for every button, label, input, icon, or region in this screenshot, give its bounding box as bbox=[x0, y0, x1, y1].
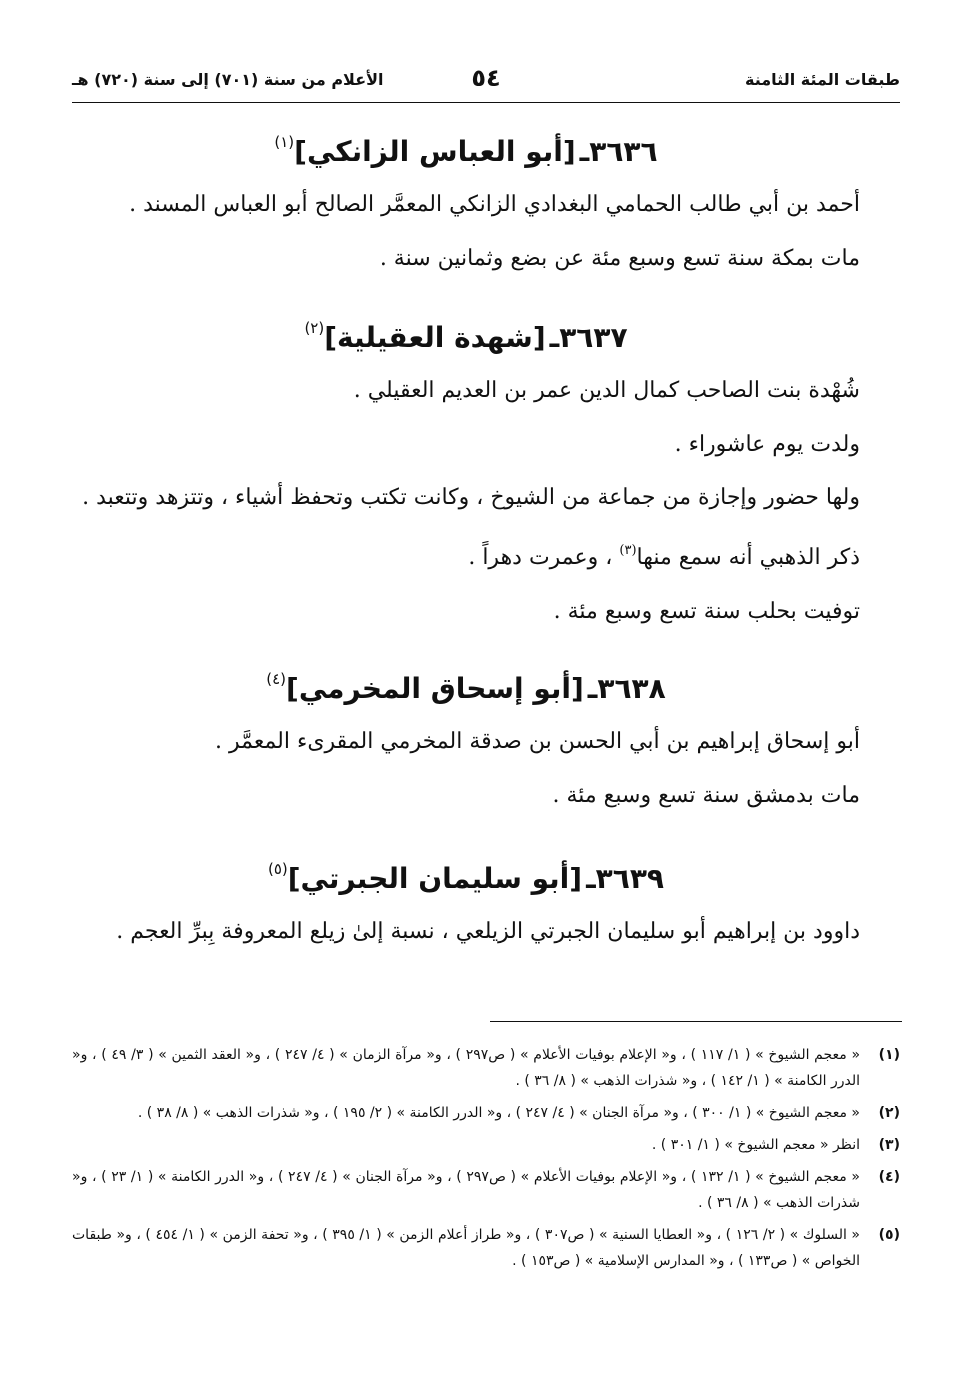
entry-paragraph: داوود بن إبراهيم أبو سليمان الجبرتي الزيلعي ، نسبة إلىٰ زيلع المعروفة بِبرِّ العجم . bbox=[116, 919, 860, 944]
paragraph-text: ذكر الذهبي أنه سمع منها bbox=[636, 545, 860, 570]
header-divider bbox=[72, 102, 900, 103]
footnote-number: (٤) bbox=[878, 1169, 900, 1185]
entry-heading bbox=[72, 849, 860, 899]
entry-title: [أبو إسحاق المخرمي] bbox=[286, 672, 584, 705]
entry-title: [شهدة العقيلية] bbox=[324, 321, 546, 354]
entry-paragraph: أحمد بن أبي طالب الحمامي البغدادي الزانكي المعمَّر الصالح أبو العباس المسند . bbox=[129, 192, 860, 217]
entry-3639 bbox=[72, 849, 860, 959]
entry-heading bbox=[72, 122, 860, 172]
footnote-text: « معجم الشيوخ » ( ١/ ١١٧ ) ، و« الإعلام بوفيات الأعلام » ( ص٢٩٧ ) ، و« مرآة الزمان » ( ٤/ ٢٤٧ ) ، و« العقد الثمين » ( ٣/ ٤٩ ) ، و« الدرر الكامنة » ( ١/ ١٤٢ ) ، و« شذرات الذهب » ( ٨/ ٣٦ ) . bbox=[72, 1047, 861, 1089]
entry-paragraph: أبو إسحاق إبراهيم بن أبي الحسن بن صدقة المخرمي المقرىء المعمَّر . bbox=[214, 729, 860, 754]
footnote bbox=[72, 1042, 900, 1094]
entry-paragraph: ولها حضور وإجازة من جماعة من الشيوخ ، وكانت تكتب وتحفظ أشياء ، وتتزهد وتتعبد . bbox=[82, 485, 860, 510]
footnote bbox=[72, 1164, 900, 1216]
footnote-text: انظر « معجم الشيوخ » ( ١/ ٣٠١ ) . bbox=[651, 1137, 860, 1153]
footnote-ref: (١) bbox=[274, 133, 295, 151]
entry-heading bbox=[72, 659, 860, 709]
footnote-text: « معجم الشيوخ » ( ١/ ٣٠٠ ) ، و« مرآة الجنان » ( ٤/ ٢٤٧ ) ، و« الدرر الكامنة » ( ٢/ ١٩٥ ) ، و« شذرات الذهب » ( ٨/ ٣٨ ) . bbox=[137, 1105, 860, 1121]
footnote-text: « معجم الشيوخ » ( ١/ ١٣٢ ) ، و« الإعلام بوفيات الأعلام » ( ص٢٩٧ ) ، و« مرآة الجنان » ( ٤/ ٢٤٧ ) ، و« الدرر الكامنة » ( ١/ ٢٣ ) ، و« شذرات الذهب » ( ٨/ ٣٦ ) . bbox=[72, 1169, 860, 1211]
entry-paragraph: مات بدمشق سنة تسع وسبع مئة . bbox=[552, 783, 860, 808]
footnotes bbox=[72, 1042, 900, 1280]
paragraph-text: ، وعمرت دهراً . bbox=[468, 545, 620, 570]
footnote-number: (٥) bbox=[878, 1227, 900, 1243]
footnote bbox=[72, 1132, 900, 1158]
entry-paragraph: شُهْدة بنت الصاحب كمال الدين عمر بن العديم العقيلي . bbox=[353, 378, 860, 403]
entry-number: ٣٦٣٧ـ bbox=[549, 321, 628, 354]
entry-3637 bbox=[72, 308, 860, 639]
entry-paragraph: ولدت يوم عاشوراء . bbox=[674, 432, 860, 457]
entry-paragraph: توفيت بحلب سنة تسع وسبع مئة . bbox=[553, 599, 860, 624]
footnote-number: (١) bbox=[878, 1047, 900, 1063]
running-header bbox=[72, 62, 900, 102]
footnote-ref: (٢) bbox=[304, 319, 325, 337]
page-number: ٥٤ bbox=[471, 64, 501, 92]
entry-number: ٣٦٣٨ـ bbox=[587, 672, 666, 705]
entry-number: ٣٦٣٦ـ bbox=[579, 135, 658, 168]
footnote-ref: (٤) bbox=[266, 670, 287, 688]
footnote bbox=[72, 1222, 900, 1274]
footnote-ref: (٣) bbox=[619, 543, 637, 558]
entry-paragraph bbox=[72, 524, 860, 585]
footnote-text: « السلوك » ( ٢/ ١٢٦ ) ، و« العطايا السنية » ( ص٣٠٧ ) ، و« طراز أعلام الزمن » ( ١/ ٣٩٥ ) ، و« تحفة الزمن » ( ١/ ٤٥٤ ) ، و« طبقات الخواص » ( ص١٣٣ ) ، و« المدارس الإسلامية » ( ص١٥٣ ) . bbox=[72, 1227, 860, 1269]
footnote-number: (٣) bbox=[878, 1137, 900, 1153]
entry-paragraph: مات بمكة سنة تسع وسبع مئة عن بضع وثمانين سنة . bbox=[379, 246, 860, 271]
entry-number: ٣٦٣٩ـ bbox=[586, 862, 665, 895]
entry-title: [أبو العباس الزانكي] bbox=[294, 135, 576, 168]
footnote-ref: (٥) bbox=[267, 860, 288, 878]
footnote-divider bbox=[490, 1021, 902, 1022]
footnote bbox=[72, 1100, 900, 1126]
header-book-section: طبقات المئة الثامنة bbox=[745, 70, 900, 89]
entry-3638 bbox=[72, 659, 860, 823]
entry-heading bbox=[72, 308, 860, 358]
header-volume-range: الأعلام من سنة (٧٠١) إلى سنة (٧٢٠) هـ bbox=[72, 70, 384, 89]
main-text bbox=[72, 112, 860, 959]
entry-title: [أبو سليمان الجبرتي] bbox=[287, 862, 583, 895]
footnote-number: (٢) bbox=[878, 1105, 900, 1121]
entry-3636 bbox=[72, 122, 860, 286]
